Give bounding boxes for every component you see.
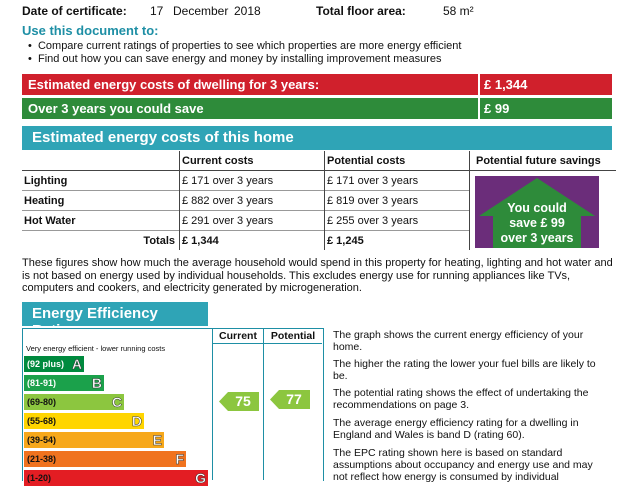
- rating-band-b: (81-91) B: [24, 375, 104, 391]
- col-potential-rating: Potential: [270, 330, 316, 342]
- date-month: December: [173, 4, 229, 18]
- rating-band-e: (39-54) E: [24, 432, 164, 448]
- rating-band-letter: C: [111, 394, 122, 410]
- savings-bar: [22, 98, 612, 119]
- potential-rating-value: 77: [286, 391, 302, 407]
- date-label: Date of certificate:: [22, 4, 127, 18]
- table-row: Heating £ 882 over 3 years £ 819 over 3 years: [22, 191, 616, 211]
- totals-row: Totals £ 1,344 £ 1,245: [22, 231, 616, 251]
- use-document-bullet: • Find out how you can save energy and money by installing improvement measures: [28, 53, 442, 65]
- savings-value: £ 99: [484, 101, 510, 116]
- date-day: 17: [150, 4, 164, 18]
- col-future-savings: Potential future savings: [470, 151, 617, 171]
- use-document-title: Use this document to:: [22, 23, 159, 38]
- figures-note: These figures show how much the average household would spend in this property for heating, lighting and hot water and is not based on energy used by individual households. This excludes energy use for running appliances like TVs, computers and cookers, and electricity generated by microgeneration.: [22, 257, 613, 294]
- rating-band-letter: E: [152, 432, 162, 448]
- use-document-bullet: • Compare current ratings of properties to see which properties are more energy efficient: [28, 40, 462, 52]
- col-potential-costs: Potential costs: [325, 151, 470, 171]
- estimated-cost-value: £ 1,344: [484, 77, 528, 92]
- rating-band-d: (55-68) D: [24, 413, 144, 429]
- rating-band-letter: D: [131, 413, 142, 429]
- current-rating-value: 75: [235, 393, 251, 409]
- floor-area-value: 58 m²: [443, 4, 474, 18]
- rating-explanation: The EPC rating shown here is based on standard assumptions about occupancy and energy use and may not reflect how energy is consumed by individual: [333, 447, 593, 483]
- rating-header: [22, 302, 208, 339]
- rating-explanation: The average energy efficiency rating for a dwelling in England and Wales is band D (rating 60).: [333, 417, 579, 441]
- date-year: 2018: [234, 4, 261, 18]
- rating-title: Energy Efficiency Rating: [32, 305, 158, 339]
- table-row: Hot Water £ 291 over 3 years £ 255 over 3 years: [22, 211, 616, 231]
- rating-band-letter: G: [195, 470, 206, 486]
- rating-explanation: The higher the rating the lower your fuel bills are likely to be.: [333, 358, 596, 382]
- use-document-list: [28, 40, 461, 66]
- estimated-cost-bar: [22, 74, 612, 95]
- col-current-costs: Current costs: [180, 151, 325, 171]
- estimated-cost-label: Estimated energy costs of dwelling for 3 years:: [28, 77, 320, 92]
- rating-explanation: The graph shows the current energy efficiency of your home.: [333, 329, 584, 353]
- floor-area-label: Total floor area:: [316, 4, 406, 18]
- rating-top-note: Very energy efficient - lower running costs: [26, 344, 166, 353]
- table-row: Lighting £ 171 over 3 years £ 171 over 3 years: [22, 171, 616, 191]
- rating-band-letter: B: [91, 375, 102, 391]
- rating-band-f: (21-38) F: [24, 451, 186, 467]
- rating-band-a: (92 plus) A: [24, 356, 84, 372]
- bullet-icon: •: [28, 53, 38, 65]
- bullet-icon: •: [28, 40, 38, 52]
- rating-band-letter: A: [71, 356, 82, 372]
- rating-explanation: The potential rating shows the effect of undertaking the recommendations on page 3.: [333, 387, 589, 411]
- certificate-date-row: [22, 4, 127, 18]
- col-current-rating: Current: [219, 330, 257, 342]
- rating-band-c: (69-80) C: [24, 394, 124, 410]
- rating-band-g: (1-20) G: [24, 470, 208, 486]
- rating-band-letter: F: [175, 451, 184, 467]
- savings-badge-text: You could save £ 99 over 3 years: [500, 201, 574, 245]
- home-costs-header: [22, 126, 612, 150]
- home-costs-title: Estimated energy costs of this home: [32, 129, 294, 146]
- savings-label: Over 3 years you could save: [28, 101, 204, 116]
